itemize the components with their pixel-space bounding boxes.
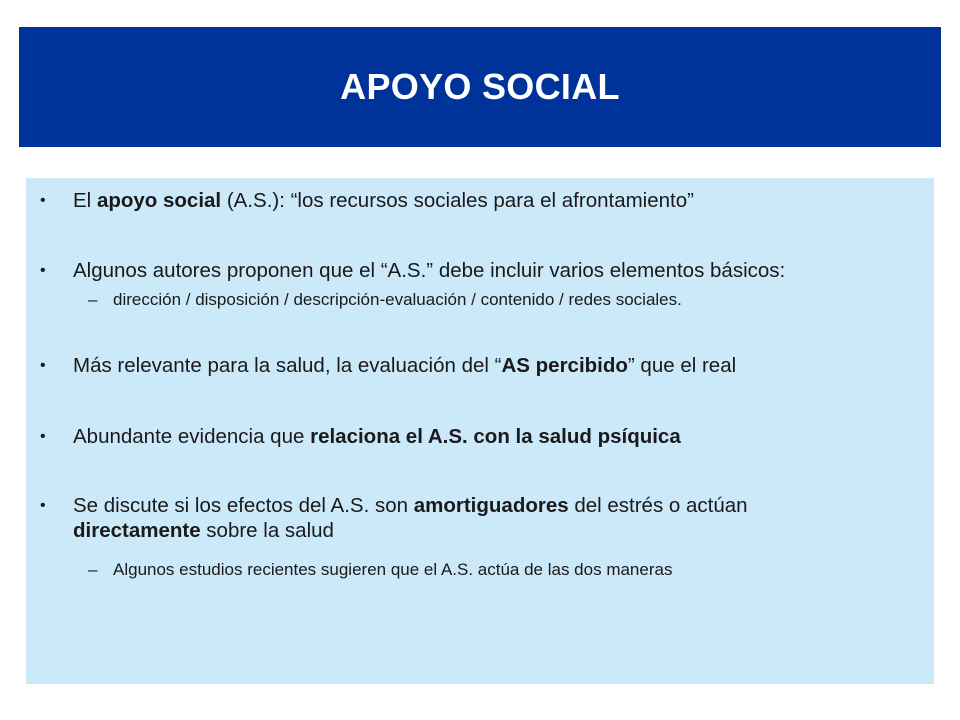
dash-icon: – [88, 560, 98, 579]
bullet-item [40, 353, 914, 378]
bullet-item [40, 424, 914, 449]
bullet-item [40, 258, 914, 283]
sub-bullet-item [88, 559, 914, 581]
bullet-icon: • [40, 497, 46, 514]
bullet-item [40, 493, 914, 543]
sub-bullet-text: Algunos estudios recientes sugieren que el A.S. actúa de las dos maneras [113, 560, 673, 579]
content-panel [26, 178, 934, 684]
sub-bullet-text: dirección / disposición / descripción-evaluación / contenido / redes sociales. [113, 290, 682, 309]
bullet-icon: • [40, 192, 46, 209]
bullet-text: Más relevante para la salud, la evaluación del “AS percibido” que el real [73, 354, 737, 377]
bullet-text: Algunos autores proponen que el “A.S.” debe incluir varios elementos básicos: [73, 259, 786, 282]
sub-bullet-item [88, 289, 914, 311]
title-banner [19, 27, 941, 147]
slide-title: APOYO SOCIAL [340, 66, 620, 107]
bullet-text: Se discute si los efectos del A.S. son amortiguadores del estrés o actúan directamente sobre la salud [73, 494, 748, 542]
bullet-text: Abundante evidencia que relaciona el A.S. con la salud psíquica [73, 425, 681, 448]
bullet-icon: • [40, 357, 46, 374]
bullet-item [40, 188, 914, 213]
bullet-text: El apoyo social (A.S.): “los recursos sociales para el afrontamiento” [73, 189, 694, 212]
bullet-icon: • [40, 262, 46, 279]
bullet-icon: • [40, 428, 46, 445]
dash-icon: – [88, 290, 98, 309]
